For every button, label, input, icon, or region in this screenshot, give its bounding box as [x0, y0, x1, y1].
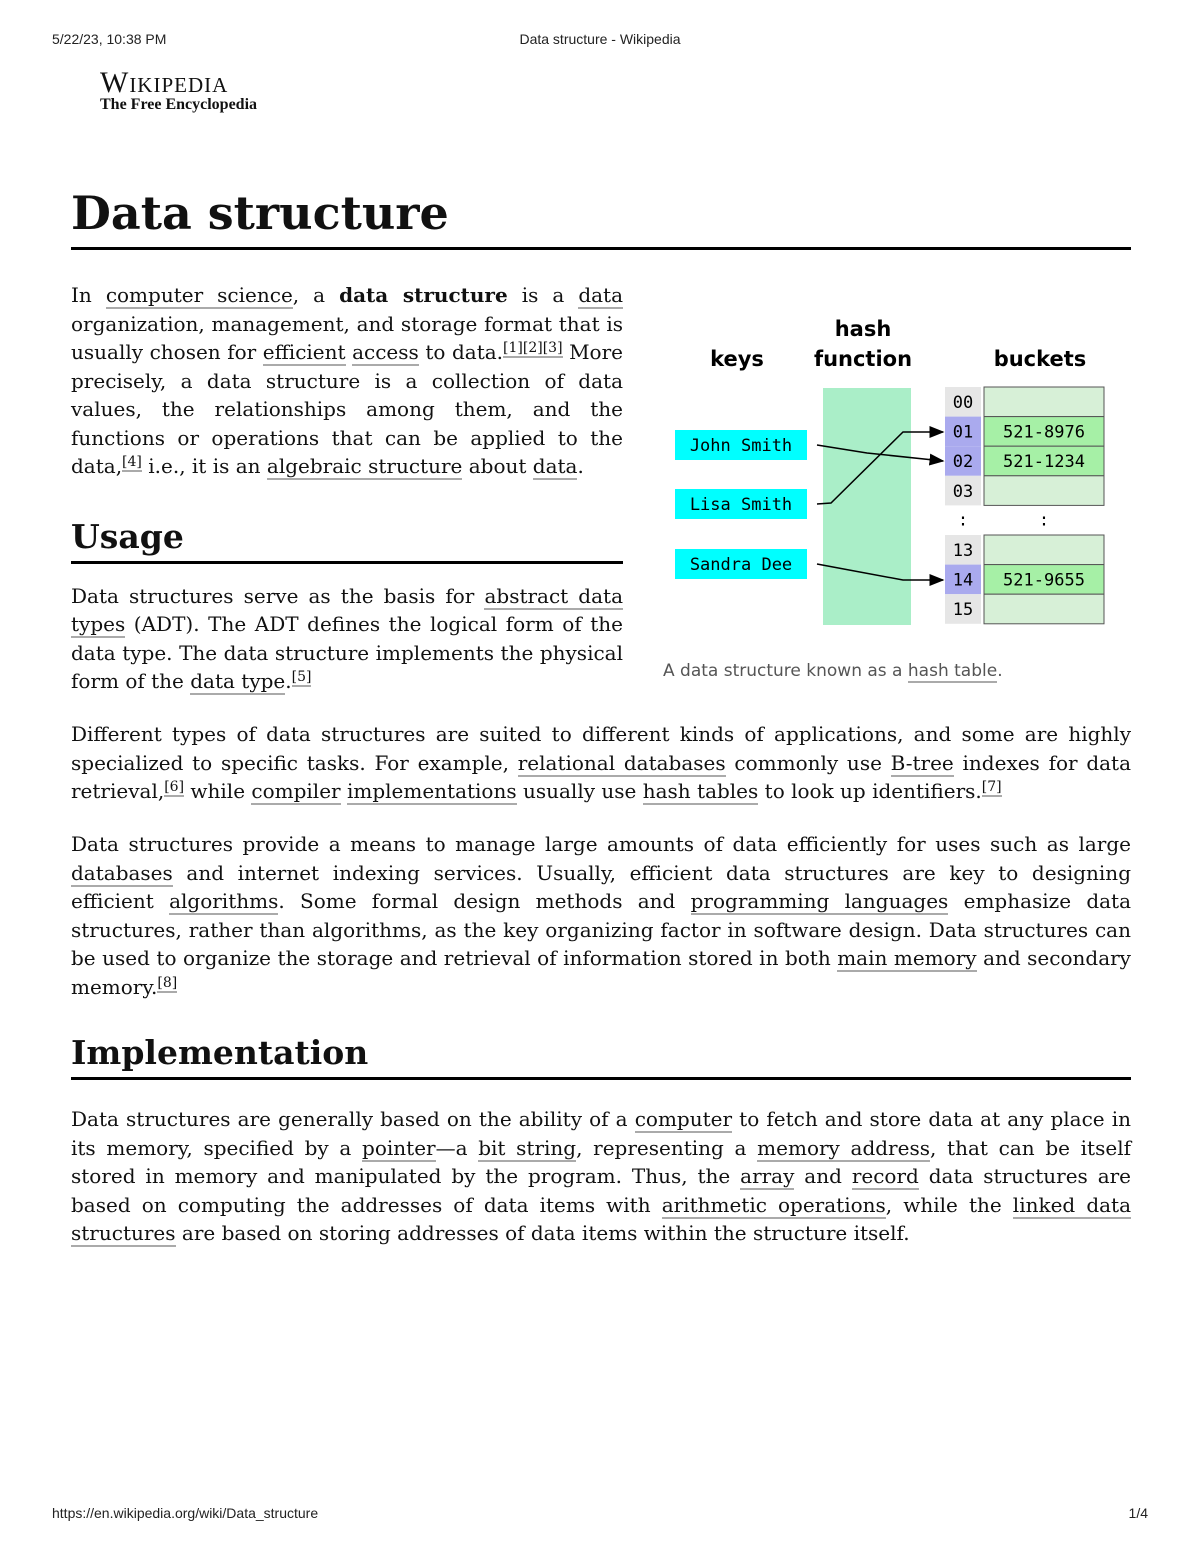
figure-caption: A data structure known as a hash table.	[663, 660, 1003, 681]
link-relational-databases[interactable]: relational databases	[517, 750, 726, 775]
link-b-tree[interactable]: B-tree	[890, 750, 954, 775]
usage-paragraph-1: Data structures serve as the basis for abstract data types (ADT). The ADT defines the logical form of the data type. The data structure implements the physical form of the data type.[5]	[71, 583, 623, 693]
bucket-ellipsis: :	[957, 510, 969, 531]
link-hash-table[interactable]: hash table	[907, 660, 998, 681]
bold-term: data structure	[339, 283, 508, 307]
implementation-paragraph: Data structures are generally based on the ability of a computer to fetch and store data at any place in its memory, specified by a pointer—a bit string, representing a memory address, that can be itself stored in memory and manipulated by the program. Thus, the array and record data structures are based on computing the addresses of data items with arithmetic operations, while the linked data structures are based on storing addresses of data items within the structure itself.	[71, 1107, 1132, 1245]
logo-tagline: The Free Encyclopedia	[100, 96, 258, 113]
bucket-value: 521-1234	[1003, 452, 1085, 473]
bucket-value-cell	[984, 476, 1104, 506]
key-label: Sandra Dee	[689, 555, 793, 575]
link-programming-languages[interactable]: programming languages	[690, 889, 949, 913]
bucket-value-cell	[984, 387, 1104, 417]
link-record[interactable]: record	[851, 1164, 919, 1188]
print-page-title: Data structure - Wikipedia	[519, 31, 681, 47]
hash-table-diagram	[663, 313, 1131, 643]
bucket-index: 00	[952, 393, 974, 413]
section-heading-usage: Usage	[71, 515, 623, 564]
print-date: 5/22/23, 10:38 PM	[52, 31, 167, 47]
key-label: John Smith	[689, 436, 793, 456]
diagram-label-buckets: buckets	[993, 347, 1087, 371]
intro-paragraph: In computer science, a data structure is a data organization, management, and storage format that is usually chosen for efficient access to data.[1][2][3] More precisely, a data structure is a collection of data values, the relationships among them, and the functions or operations that can be applied to the data,[4] i.e., it is an algebraic structure about data.	[71, 283, 624, 478]
bucket-value: 521-8976	[1003, 422, 1085, 443]
link-hash-tables[interactable]: hash tables	[642, 779, 759, 803]
diagram-label-hash: hash	[834, 317, 892, 341]
ref-7[interactable]: [7]	[981, 779, 1002, 795]
link-compiler[interactable]: compiler	[251, 779, 341, 803]
bucket-index: 01	[952, 422, 974, 443]
link-algorithms[interactable]: algorithms	[169, 889, 279, 913]
link-databases[interactable]: databases	[71, 860, 173, 885]
ref-3[interactable]: [3]	[542, 340, 563, 356]
logo-wordmark: Wikipedia	[100, 66, 229, 99]
link-array[interactable]: array	[740, 1164, 795, 1188]
link-abstract-data-types[interactable]: abstract data types	[71, 583, 623, 636]
bucket-value-cell	[984, 594, 1104, 624]
link-computer-science[interactable]: computer science	[105, 283, 293, 307]
link-main-memory[interactable]: main memory	[837, 946, 977, 970]
hash-table-figure	[663, 313, 1131, 685]
link-access[interactable]: access	[352, 340, 419, 364]
usage-paragraph-3: Data structures provide a means to manage large amounts of data efficiently for uses such as large databases and internet indexing services. Usually, efficient data structures are key to designing efficient algorithms. Some formal design methods and programming languages emphasize data structures, rather than algorithms, as the key organizing factor in software design. Data structures can be used to organize the storage and retrieval of information stored in both main memory and secondary memory.[8]	[71, 832, 1132, 999]
link-linked-data-structures[interactable]: linked data structures	[71, 1192, 1131, 1245]
link-algebraic-structure[interactable]: algebraic structure	[266, 454, 463, 478]
diagram-label-function: function	[813, 347, 913, 371]
ref-8[interactable]: [8]	[157, 974, 178, 991]
ref-6[interactable]: [6]	[164, 779, 185, 795]
wikipedia-logo[interactable]	[100, 66, 257, 114]
bucket-index: 03	[952, 481, 974, 502]
section-heading-implementation: Implementation	[71, 1031, 1131, 1080]
link-arithmetic-operations[interactable]: arithmetic operations	[661, 1192, 886, 1217]
ref-4[interactable]: [4]	[122, 454, 142, 470]
link-bit-string[interactable]: bit string	[478, 1135, 577, 1160]
ref-2[interactable]: [2]	[522, 340, 543, 356]
bucket-index: 02	[952, 452, 974, 473]
usage-paragraph-2: Different types of data structures are suited to different kinds of applications, and some are highly specialized to specific tasks. For example, relational databases commonly use B-tree indexes for data retrieval,[6] while compiler implementations usually use hash tables to look up identifiers.[7]	[71, 722, 1132, 803]
link-computer[interactable]: computer	[634, 1107, 733, 1131]
bucket-index: 13	[952, 541, 974, 561]
print-url: https://en.wikipedia.org/wiki/Data_structure	[52, 1505, 319, 1521]
bucket-value: 521-9655	[1003, 570, 1085, 591]
print-page-number: 1/4	[1128, 1505, 1148, 1521]
link-data[interactable]: data	[578, 283, 624, 307]
page-title: Data structure	[71, 185, 1131, 250]
link-data-type[interactable]: data type	[190, 669, 286, 693]
diagram-label-keys: keys	[710, 347, 764, 371]
bucket-value-cell	[984, 535, 1104, 565]
link-data-2[interactable]: data	[532, 454, 578, 478]
bucket-value-ellipsis: :	[1038, 510, 1050, 531]
hash-function-box	[823, 388, 911, 625]
link-pointer[interactable]: pointer	[362, 1135, 436, 1160]
link-implementations[interactable]: implementations	[346, 779, 517, 803]
link-memory-address[interactable]: memory address	[757, 1135, 930, 1160]
bucket-index: 14	[952, 570, 974, 591]
intro-column	[71, 185, 623, 696]
link-efficient[interactable]: efficient	[262, 340, 346, 364]
key-label: Lisa Smith	[689, 495, 793, 515]
ref-1[interactable]: [1]	[503, 340, 523, 356]
ref-5[interactable]: [5]	[291, 669, 312, 685]
bucket-index: 15	[952, 600, 974, 621]
article-content	[71, 185, 1132, 1245]
